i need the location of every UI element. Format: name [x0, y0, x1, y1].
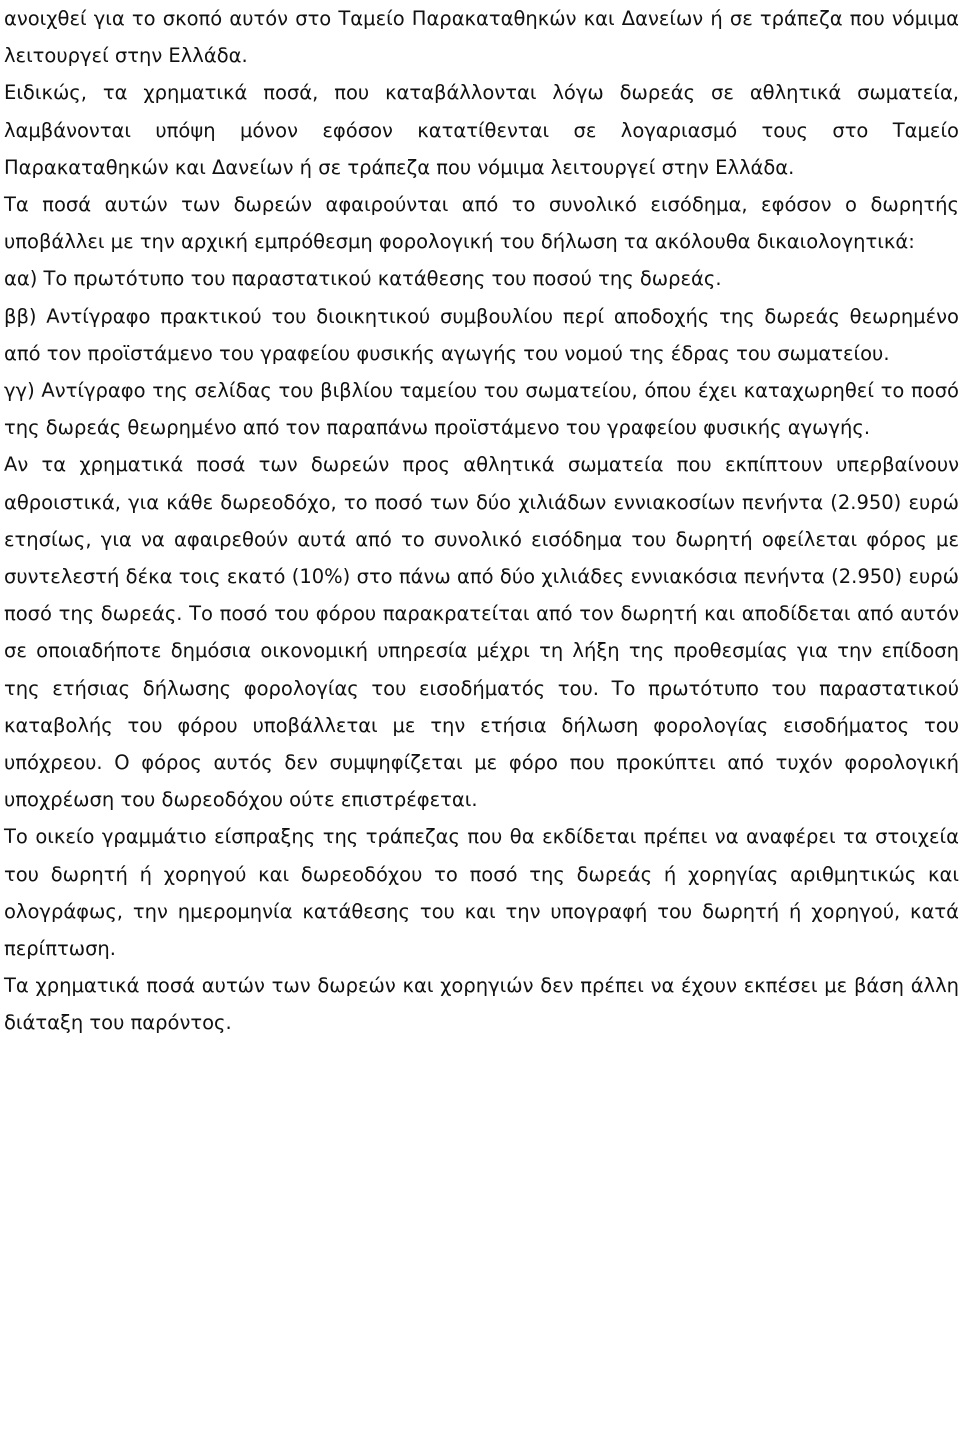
list-item-aa: αα) Το πρωτότυπο του παραστατικού κατάθεσης του ποσού της δωρεάς. [4, 267, 722, 291]
list-item-gg: γγ) Αντίγραφο της σελίδας του βιβλίου ταμείου του σωματείου, όπου έχει καταχωρηθεί το ποσό της δωρεάς θεωρημένο από τον παραπάνω προϊστάμενο του γραφείου φυσικής αγωγής. [4, 379, 959, 440]
paragraph-bank-receipt: Το οικείο γραμμάτιο είσπραξης της τράπεζας που θα εκδίδεται πρέπει να αναφέρει τα στοιχεία του δωρητή ή χορηγού και δωρεοδόχου το ποσό της δωρεάς ή χορηγίας αριθμητικώς και ολογράφως, την ημερομηνία κατάθεσης του και την υπογραφή του δωρητή ή χορηγού, κατά περίπτωση. [4, 825, 959, 961]
paragraph-sports-clubs: Ειδικώς, τα χρηματικά ποσά, που καταβάλλονται λόγω δωρεάς σε αθλητικά σωματεία, λαμβάνονται υπόψη μόνον εφόσον κατατίθενται σε λογαριασμό τους στο Ταμείο Παρακαταθηκών και Δανείων ή σε τράπεζα που νόμιμα λειτουργεί στην Ελλάδα. [4, 81, 959, 179]
list-item-bb: ββ) Αντίγραφο πρακτικού του διοικητικού συμβουλίου περί αποδοχής της δωρεάς θεωρημένο από τον προϊστάμενο του γραφείου φυσικής αγωγής του νομού της έδρας του σωματείου. [4, 304, 959, 365]
paragraph-tax-on-excess: Αν τα χρηματικά ποσά των δωρεών προς αθλητικά σωματεία που εκπίπτουν υπερβαίνουν αθροιστικά, για κάθε δωρεοδόχο, το ποσό των δύο χιλιάδων εννιακοσίων πενήντα (2.950) ευρώ ετησίως, για να αφαιρεθούν αυτά από το συνολικό εισόδημα του δωρητή οφείλεται φόρος με συντελεστή δέκα τοις εκατό (10%) στο πάνω από δύο χιλιάδες εννιακόσια πενήντα (2.950) ευρώ ποσό της δωρεάς. Το ποσό του φόρου παρακρατείται από τον δωρητή και αποδίδεται από αυτόν σε οποιαδήποτε δημόσια οικονομική υπηρεσία μέχρι τη λήξη της προθεσμίας για την επίδοση της ετήσιας δήλωσης φορολογίας του εισοδήματός του. Το πρωτότυπο του παραστατικού καταβολής του φόρου υποβάλλεται με την ετήσια δήλωση φορολογίας εισοδήματος του υπόχρεου. Ο φόρος αυτός δεν συμψηφίζεται με φόρο που προκύπτει από τυχόν φορολογική υποχρέωση του δωρεοδόχου ούτε επιστρέφεται. [4, 453, 959, 812]
paragraph-deduction-conditions: Τα ποσά αυτών των δωρεών αφαιρούνται από το συνολικό εισόδημα, εφόσον ο δωρητής υποβάλλει με την αρχική εμπρόθεσμη φορολογική του δήλωση τα ακόλουθα δικαιολογητικά: [4, 193, 959, 254]
document-page [4, 0, 959, 1042]
paragraph-continuation: ανοιχθεί για το σκοπό αυτόν στο Ταμείο Παρακαταθηκών και Δανείων ή σε τράπεζα που νόμιμα λειτουργεί στην Ελλάδα. [4, 7, 959, 68]
paragraph-no-double-deduction: Τα χρηματικά ποσά αυτών των δωρεών και χορηγιών δεν πρέπει να έχουν εκπέσει με βάση άλλη διάταξη του παρόντος. [4, 974, 959, 1035]
